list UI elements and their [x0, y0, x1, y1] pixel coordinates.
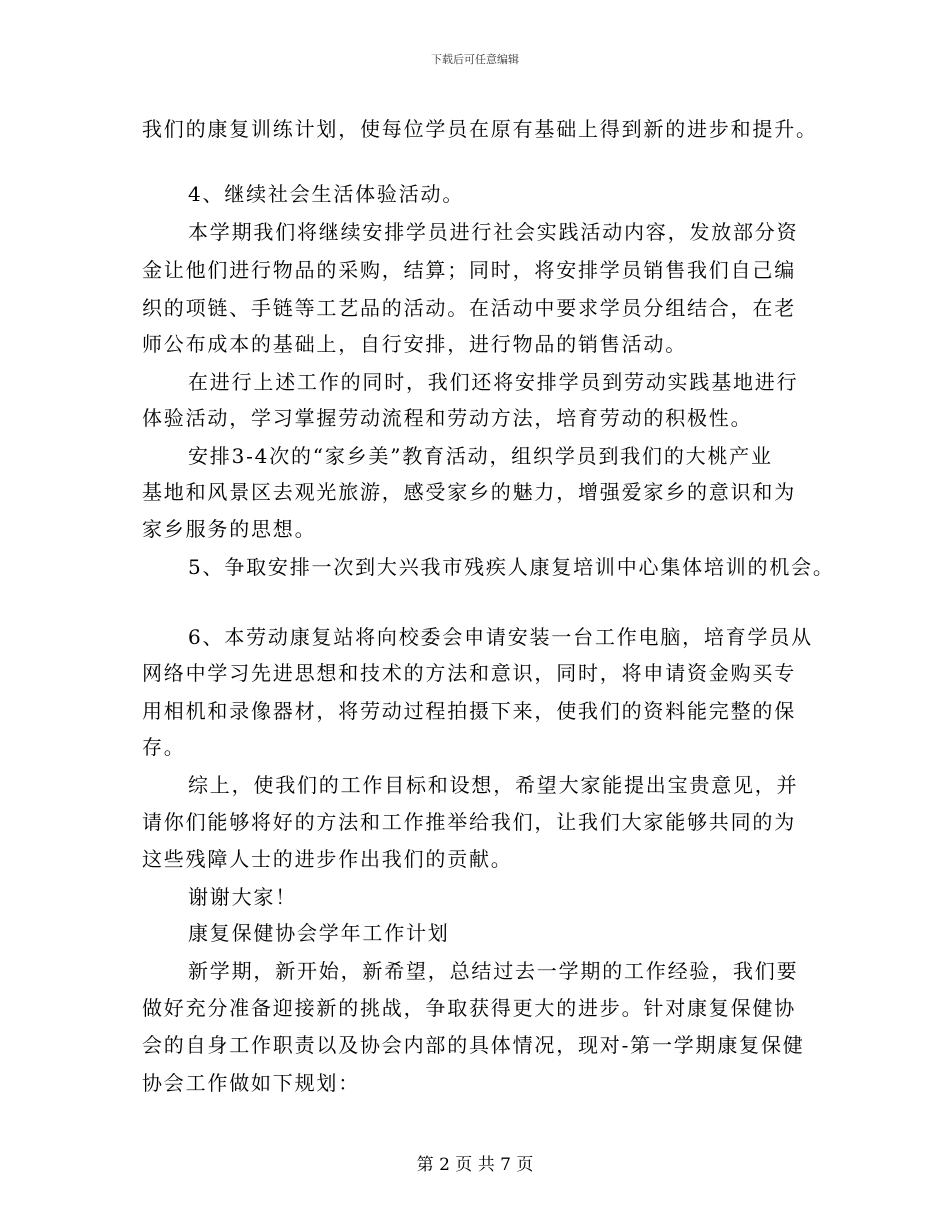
body-line: 安排3-4次的“家乡美”教育活动，组织学员到我们的大桃产业 — [188, 444, 773, 468]
body-line: 在进行上述工作的同时，我们还将安排学员到劳动实践基地进行 — [188, 370, 799, 394]
body-line: 做好充分准备迎接新的挑战，争取获得更大的进步。针对康复保健协 — [142, 996, 796, 1020]
section-title: 康复保健协会学年工作计划 — [188, 921, 450, 945]
body-line: 谢谢大家！ — [188, 885, 297, 909]
body-line: 我们的康复训练计划，使每位学员在原有基础上得到新的进步和提升。 — [142, 117, 818, 141]
body-line: 网络中学习先进思想和技术的方法和意识，同时，将申请资金购买专 — [142, 661, 796, 685]
page-header-note: 下载后可任意编辑 — [431, 53, 519, 66]
section-heading: 4、继续社会生活体验活动。 — [188, 182, 465, 206]
body-line: 协会工作做如下规划： — [142, 1071, 360, 1095]
body-line: 体验活动，学习掌握劳动流程和劳动方法，培育劳动的积极性。 — [142, 406, 753, 430]
section-heading: 6、本劳动康复站将向校委会申请安装一台工作电脑，培育学员从 — [188, 625, 813, 649]
body-line: 本学期我们将继续安排学员进行社会实践活动内容，发放部分资 — [188, 220, 799, 244]
body-line: 存。 — [142, 735, 186, 759]
body-line: 综上，使我们的工作目标和设想，希望大家能提出宝贵意见，并 — [188, 773, 799, 797]
body-line: 师公布成本的基础上，自行安排，进行物品的销售活动。 — [142, 332, 687, 356]
body-line: 家乡服务的思想。 — [142, 517, 317, 541]
page-number-footer: 第 2 页 共 7 页 — [416, 1155, 534, 1175]
body-line: 基地和风景区去观光旅游，感受家乡的魅力，增强爱家乡的意识和为 — [142, 480, 796, 504]
body-line: 用相机和录像器材，将劳动过程拍摄下来，使我们的资料能完整的保 — [142, 699, 796, 723]
body-line: 金让他们进行物品的采购，结算；同时，将安排学员销售我们自己编 — [142, 258, 796, 282]
body-line: 织的项链、手链等工艺品的活动。在活动中要求学员分组结合，在老 — [142, 296, 796, 320]
body-line: 这些残障人士的进步作出我们的贡献。 — [142, 847, 513, 871]
body-line: 请你们能够将好的方法和工作推举给我们，让我们大家能够共同的为 — [142, 810, 796, 834]
section-heading: 5、争取安排一次到大兴我市残疾人康复培训中心集体培训的机会。 — [188, 555, 835, 579]
body-line: 新学期，新开始，新希望，总结过去一学期的工作经验，我们要 — [188, 959, 799, 983]
body-line: 会的自身工作职责以及协会内部的具体情况，现对-第一学期康复保健 — [142, 1033, 805, 1057]
